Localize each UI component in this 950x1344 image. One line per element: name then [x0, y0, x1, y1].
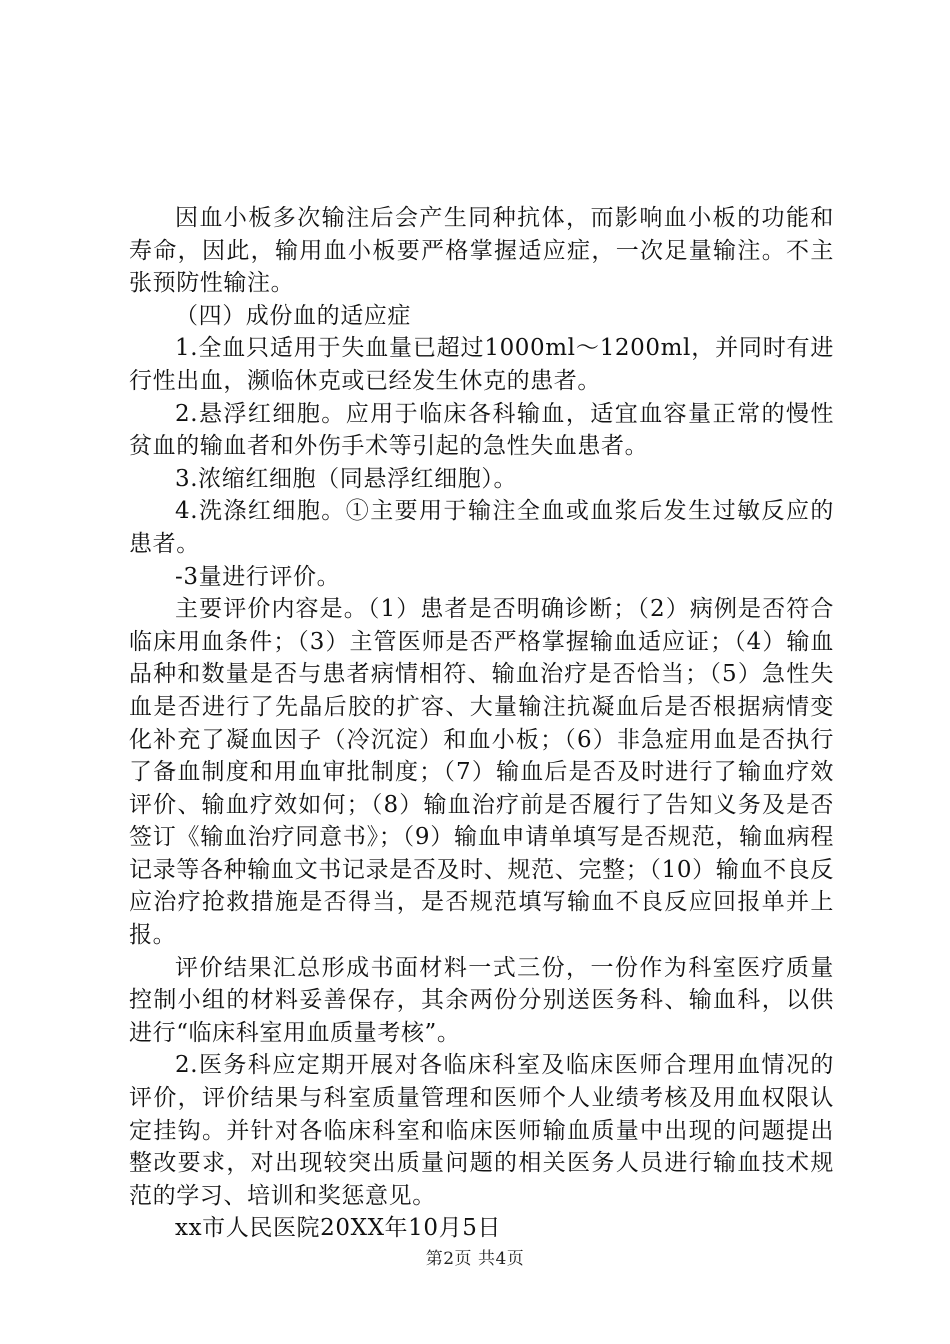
paragraph-washed-red-cells: 4.洗涤红细胞。①主要用于输注全血或血浆后发生过敏反应的患者。 [129, 498, 834, 557]
document-body [129, 202, 834, 1245]
paragraph-concentrated-red-cells: 3.浓缩红细胞（同悬浮红细胞）。 [175, 465, 518, 492]
paragraph-suspended-red-cells: 2.悬浮红细胞。应用于临床各科输血，适宜血容量正常的慢性贫血的输血者和外伤手术等引起的急性失血患者。 [129, 400, 834, 460]
section-heading-component-blood: （四）成份血的适应症 [175, 302, 411, 329]
paragraph-medical-affairs: 2.医务科应定期开展对各临床科室及临床医师合理用血情况的评价，评价结果与科室质量管理和医师个人业绩考核及用血权限认定挂钩。并针对各临床科室和临床医师输血质量中出现的问题提出整改要求，对出现较突出质量问题的相关医务人员进行输血技术规范的学习、培训和奖惩意见。 [129, 1052, 834, 1209]
paragraph-evaluation-fragment: -3量进行评价。 [175, 563, 341, 590]
paragraph-evaluation-contents: 主要评价内容是。（1）患者是否明确诊断；（2）病例是否符合临床用血条件；（3）主管医师是否严格掌握输血适应证；（4）输血品种和数量是否与患者病情相符、输血治疗是否恰当；（5）急性失血是否进行了先晶后胶的扩容、大量输注抗凝血后是否根据病情变化补充了凝血因子（冷沉淀）和血小板；（6）非急症用血是否执行了备血制度和用血审批制度；（7）输血后是否及时进行了输血疗效评价、输血疗效如何；（8）输血治疗前是否履行了告知义务及是否签订《输血治疗同意书》；（9）输血申请单填写是否规范，输血病程记录等各种输血文书记录是否及时、规范、完整；（10）输血不良反应治疗抢救措施是否得当，是否规范填写输血不良反应回报单并上报。 [129, 596, 834, 949]
signature-line: xx市人民医院20XX年10月5日 [175, 1215, 502, 1242]
paragraph-evaluation-results: 评价结果汇总形成书面材料一式三份，一份作为科室医疗质量控制小组的材料妥善保存，其余两份分别送医务科、输血科，以供进行“临床科室用血质量考核”。 [129, 954, 834, 1046]
page-number-footer: 第2页 共4页 [425, 1249, 525, 1269]
paragraph-platelet-transfusion: 因血小板多次输注后会产生同种抗体，而影响血小板的功能和寿命，因此，输用血小板要严格掌握适应症，一次足量输注。不主张预防性输注。 [129, 205, 834, 297]
paragraph-whole-blood: 1.全血只适用于失血量已超过1000ml～1200ml，并同时有进行性出血，濒临休克或已经发生休克的患者。 [129, 335, 834, 394]
